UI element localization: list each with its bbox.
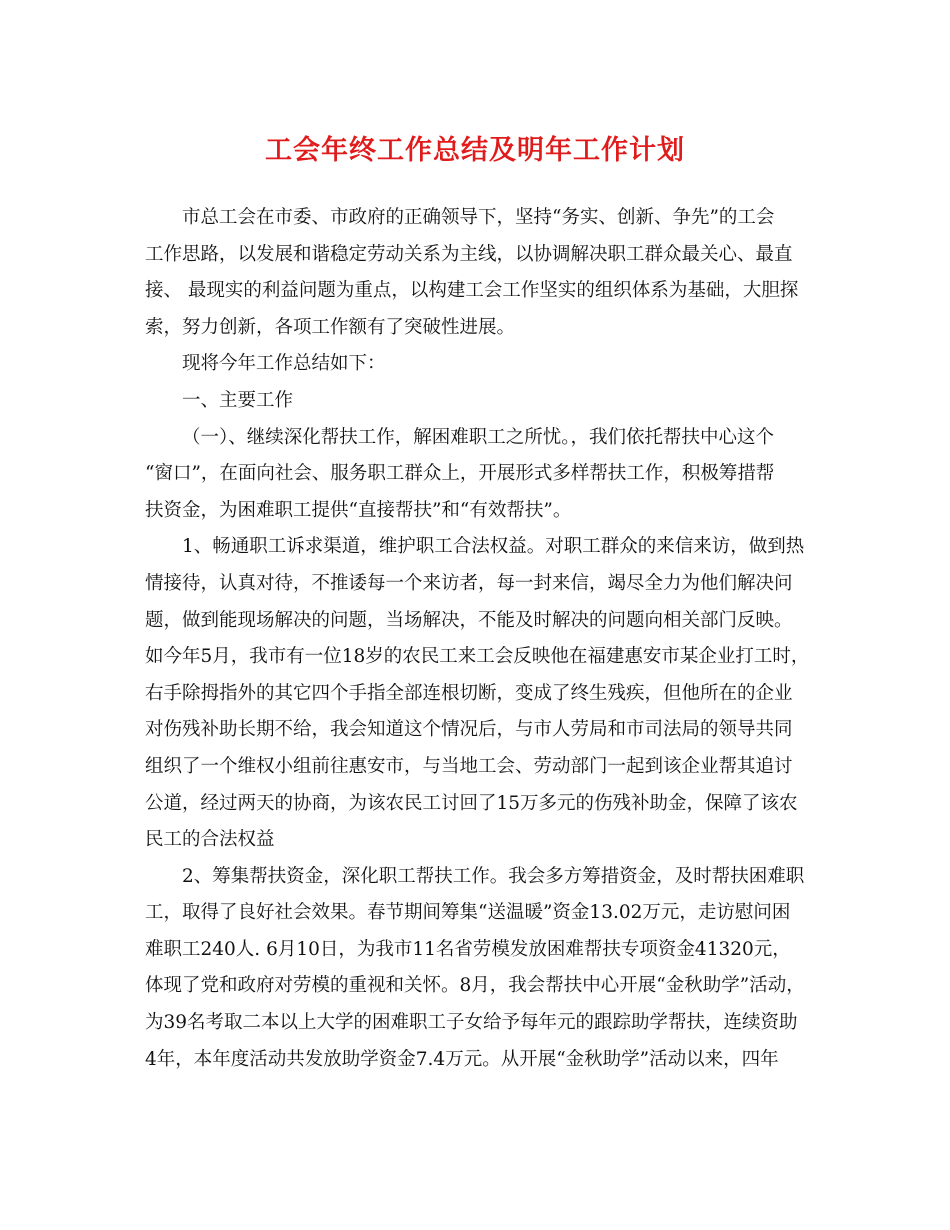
body-line: “窗口”，在面向社会、服务职工群众上，开展形式多样帮扶工作，积极筹措帮 <box>145 463 775 485</box>
body-line: 右手除拇指外的其它四个手指全部连根切断，变成了终生残疾，但他所在的企业 <box>145 682 793 704</box>
body-line: 体现了党和政府对劳模的重视和关怀。8月，我会帮扶中心开展“金秋助学”活动， <box>145 975 805 997</box>
body-line: 题，做到能现场解决的问题，当场解决，不能及时解决的问题向相关部门反映。 <box>145 609 793 631</box>
body-line: 公道，经过两天的协商，为该农民工讨回了15万多元的伤残补助金，保障了该农 <box>145 792 798 814</box>
body-line: 市总工会在市委、市政府的正确领导下，坚持“务实、创新、争先”的工会 <box>182 207 775 228</box>
body-line: 民工的合法权益 <box>145 829 275 851</box>
body-line: 对伤残补助长期不给，我会知道这个情况后，与市人劳局和市司法局的领导共同 <box>145 719 793 741</box>
body-line: 工，取得了良好社会效果。春节期间筹集“送温暖”资金13.02万元，走访慰问困 <box>145 902 791 924</box>
body-line: 为39名考取二本以上大学的困难职工子女给予每年元的跟踪助学帮扶，连续资助 <box>145 1012 798 1034</box>
body-line: 如今年5月，我市有一位18岁的农民工来工会反映他在福建惠安市某企业打工时， <box>145 646 810 668</box>
body-line: 索，努力创新，各项工作额有了突破性进展。 <box>145 316 516 338</box>
body-line: 情接待，认真对待，不推诿每一个来访者，每一封来信，竭尽全力为他们解决问 <box>145 572 793 594</box>
body-line: 组织了一个维权小组前往惠安市，与当地工会、劳动部门一起到该企业帮其追讨 <box>145 755 793 777</box>
body-line: 工作思路，以发展和谐稳定劳动关系为主线，以协调解决职工群众最关心、最直 <box>145 243 793 265</box>
section-heading: 一、主要工作 <box>182 389 294 411</box>
body-line: 现将今年工作总结如下： <box>182 353 386 375</box>
body-line: 接、 最现实的利益问题为重点，以构建工会工作坚实的组织体系为基础，大胆探 <box>145 280 799 302</box>
body-line: 1、畅通职工诉求渠道，维护职工合法权益。对职工群众的来信来访，做到热 <box>182 536 805 558</box>
body-line: 难职工240人. 6月10日，为我市11名省劳模发放困难帮扶专项资金41320元， <box>145 938 791 960</box>
body-line: 4年，本年度活动共发放助学资金7.4万元。从开展“金秋助学”活动以来，四年 <box>145 1048 779 1070</box>
document-body <box>145 200 815 1078</box>
body-line: 2、筹集帮扶资金，深化职工帮扶工作。我会多方筹措资金，及时帮扶困难职 <box>182 865 805 887</box>
subsection-heading: （一）、继续深化帮扶工作，解困难职工之所忧。，我们依托帮扶中心这个 <box>182 426 775 448</box>
body-line: 扶资金，为困难职工提供“直接帮扶”和“有效帮扶”。 <box>145 499 572 521</box>
document-title: 工会年终工作总结及明年工作计划 <box>265 135 685 166</box>
